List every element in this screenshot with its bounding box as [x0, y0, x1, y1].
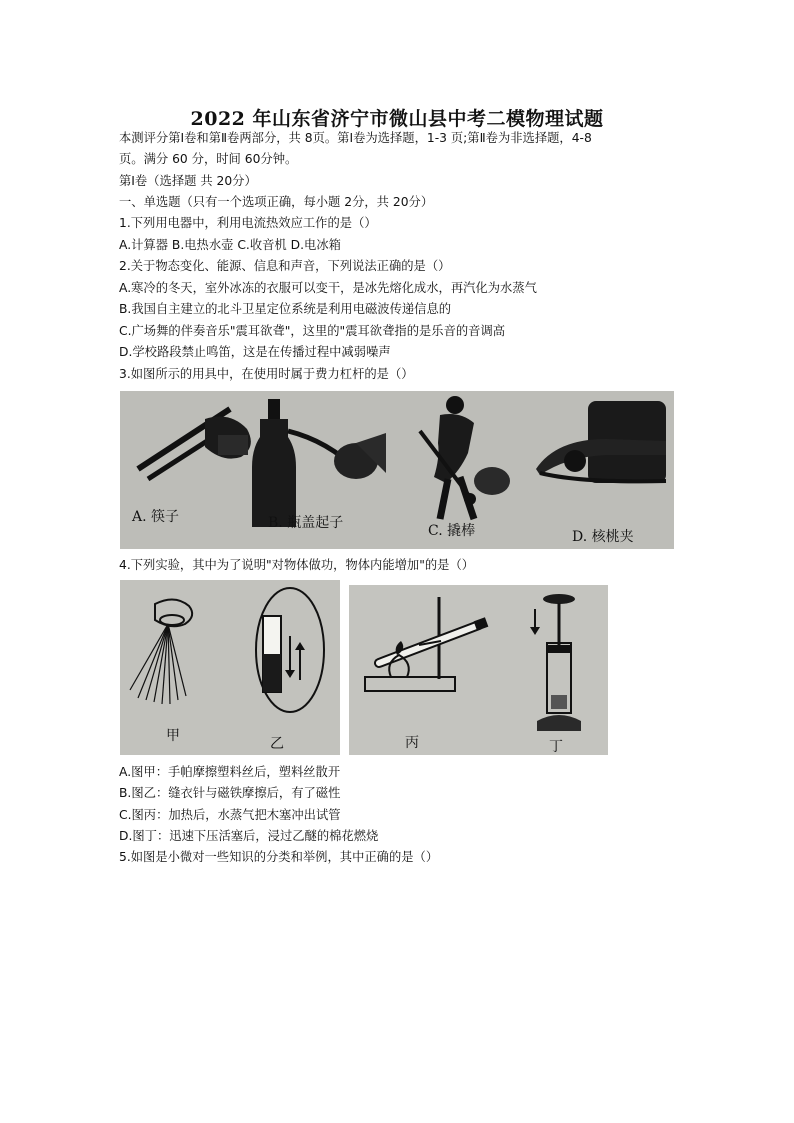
q3-label-d: D. 核桃夹 — [572, 529, 634, 545]
q3-stem: 3.如图所示的用具中，在使用时属于费力杠杆的是（） — [119, 367, 414, 381]
q5-stem: 5.如图是小微对一些知识的分类和举例，其中正确的是（） — [119, 850, 439, 864]
q4-figure-left — [120, 580, 340, 755]
q2-option-a: A.寒冷的冬天，室外冰冻的衣服可以变干，是冰先熔化成水，再汽化为水蒸气 — [119, 281, 537, 295]
q4-option-b: B.图乙：缝衣针与磁铁摩擦后，有了磁性 — [119, 786, 341, 800]
q2-option-d: D.学校路段禁止鸣笛，这是在传播过程中减弱噪声 — [119, 345, 391, 359]
section1-title: 一、单选题（只有一个选项正确，每小题 2分，共 20分） — [119, 195, 434, 209]
q2-stem: 2.关于物态变化、能源、信息和声音，下列说法正确的是（） — [119, 259, 451, 273]
q4-label-ding: 丁 — [549, 739, 563, 755]
q4-option-c: C.图丙：加热后，水蒸气把木塞冲出试管 — [119, 808, 341, 822]
q4-option-d: D.图丁：迅速下压活塞后，浸过乙醚的棉花燃烧 — [119, 829, 379, 843]
q4-option-a: A.图甲：手帕摩擦塑料丝后，塑料丝散开 — [119, 765, 341, 779]
intro-line-1: 本测评分第Ⅰ卷和第Ⅱ卷两部分，共 8页。第Ⅰ卷为选择题，1-3 页;第Ⅱ卷为非选择题，4-8 — [119, 131, 592, 145]
q3-lever-figure — [120, 391, 674, 549]
q4-label-jia: 甲 — [166, 728, 180, 744]
q4-figure-right — [349, 585, 608, 755]
q1-stem: 1.下列用电器中，利用电流热效应工作的是（） — [119, 216, 377, 230]
q4-label-bing: 丙 — [405, 735, 419, 751]
part1-title: 第Ⅰ卷（选择题 共 20分） — [119, 174, 257, 188]
page-title: 2022 年山东省济宁市微山县中考二模物理试题 — [190, 108, 604, 130]
q2-option-b: B.我国自主建立的北斗卫星定位系统是利用电磁波传递信息的 — [119, 302, 452, 316]
q3-label-c: C. 撬棒 — [428, 523, 476, 539]
q3-label-b: B. 瓶盖起子 — [268, 515, 344, 531]
q4-label-yi: 乙 — [270, 736, 284, 752]
q1-options: A.计算器 B.电热水壶 C.收音机 D.电冰箱 — [119, 238, 341, 252]
q3-label-a: A. 筷子 — [132, 509, 180, 525]
intro-line-2: 页。满分 60 分，时间 60分钟。 — [119, 152, 298, 166]
q2-option-c: C.广场舞的伴奏音乐"震耳欲聋"，这里的"震耳欲聋指的是乐音的音调高 — [119, 324, 506, 338]
q4-stem: 4.下列实验，其中为了说明"对物体做功，物体内能增加"的是（） — [119, 558, 475, 572]
